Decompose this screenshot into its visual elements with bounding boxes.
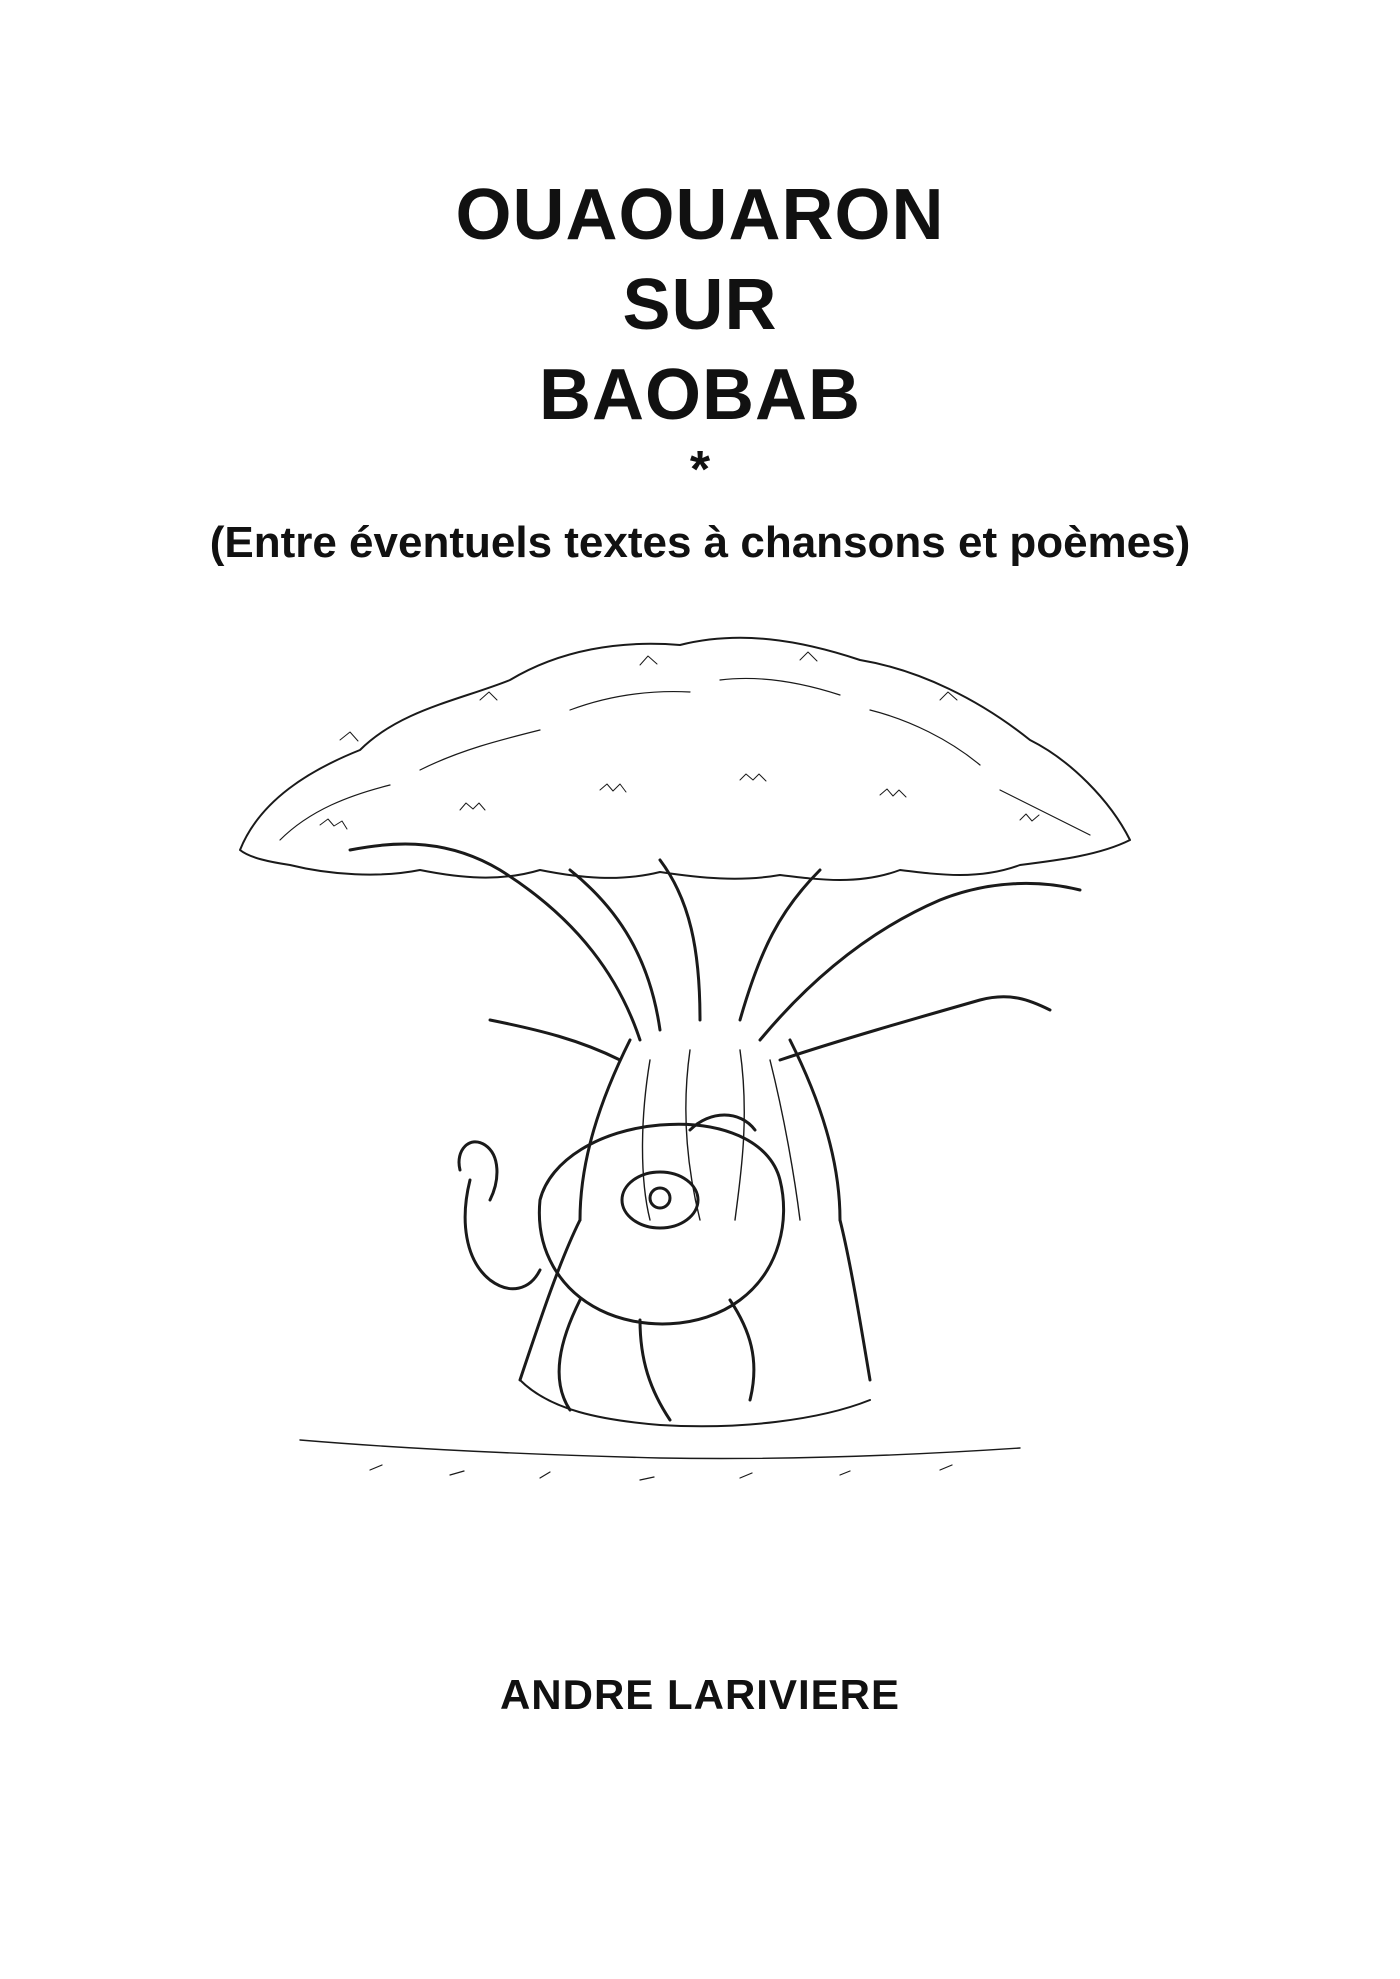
- canopy: [240, 638, 1130, 880]
- title-line-1: OUAOUARON: [455, 175, 945, 255]
- title-line-3: BAOBAB: [539, 355, 861, 435]
- author-name: ANDRE LARIVIERE: [499, 1671, 901, 1718]
- baobab-frog-illustration: [220, 620, 1180, 1540]
- book-title: [0, 170, 1400, 440]
- frog: [459, 1115, 784, 1420]
- book-subtitle: (Entre éventuels textes à chansons et poèmes): [209, 518, 1191, 567]
- title-separator: *: [689, 441, 711, 499]
- title-line-2: SUR: [622, 265, 778, 345]
- ground: [300, 1380, 1020, 1480]
